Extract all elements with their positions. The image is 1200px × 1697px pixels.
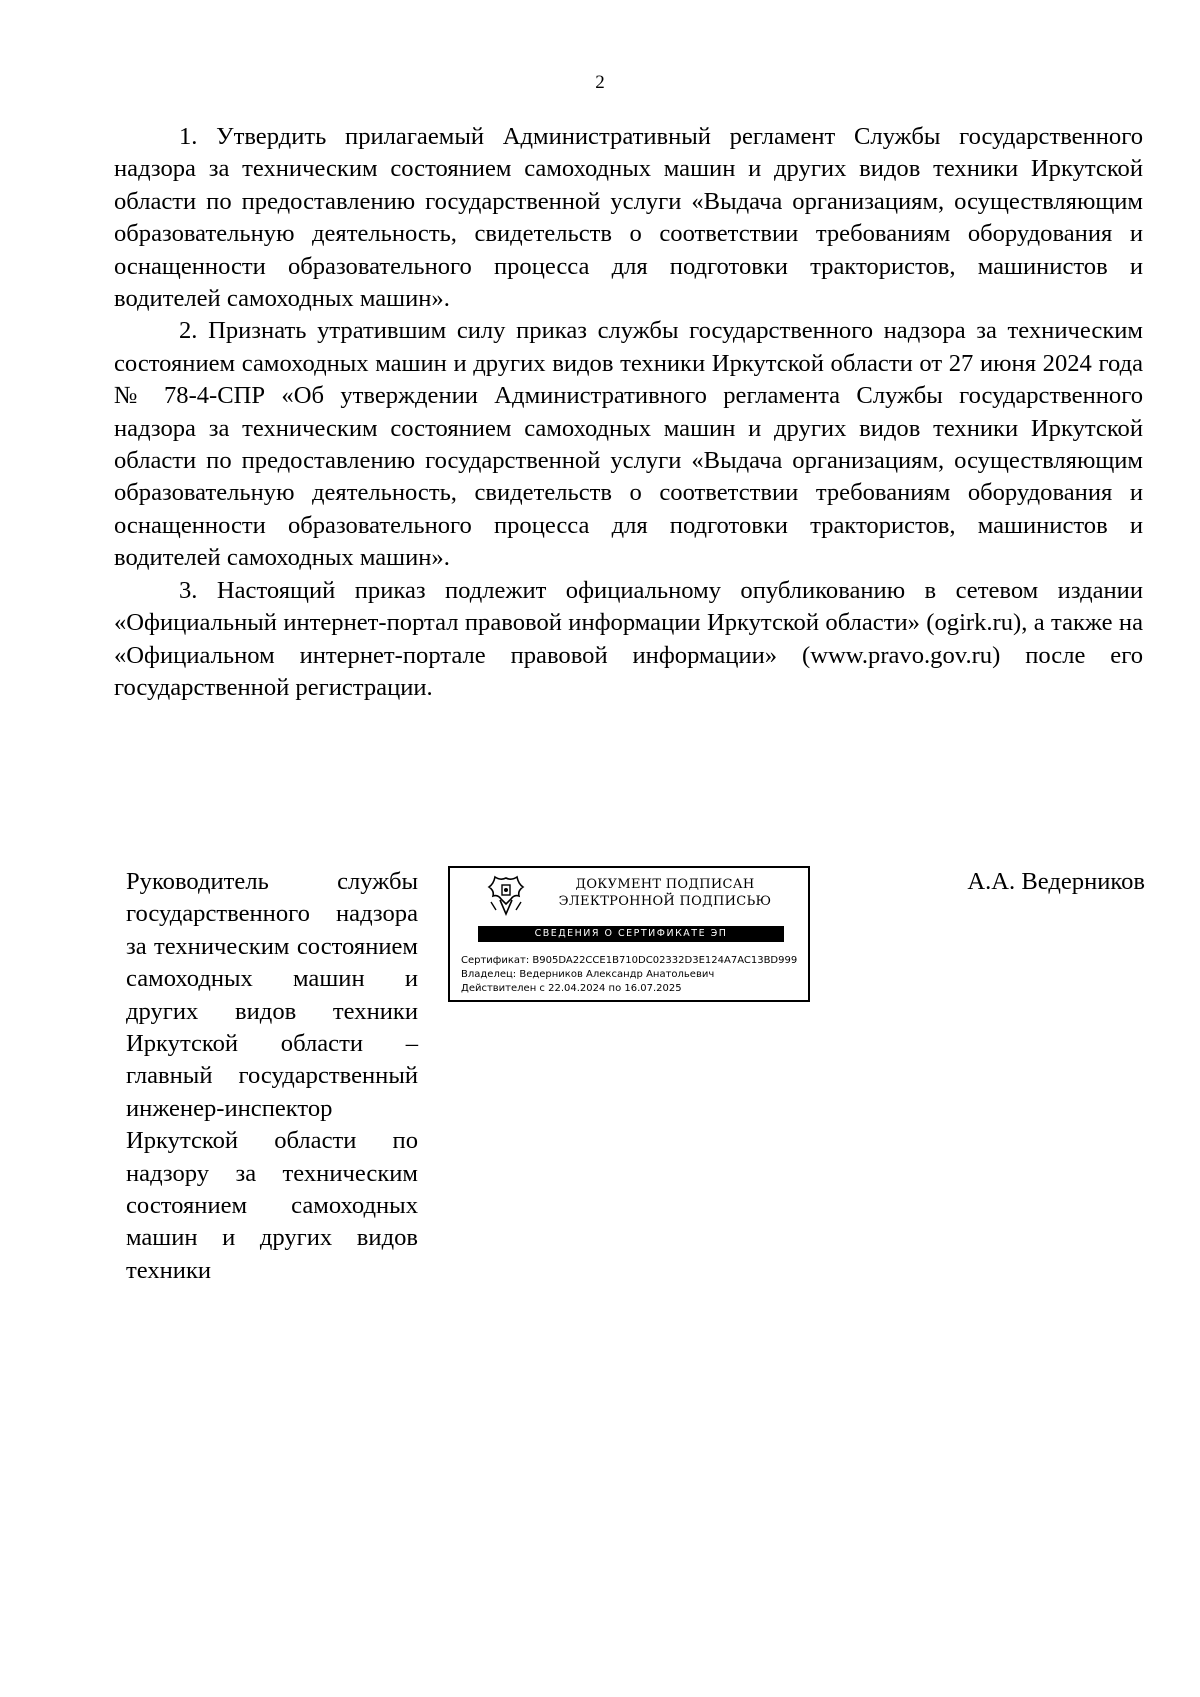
paragraph-2: 2. Признать утратившим силу приказ службы государственного надзора за техническим состоянием самоходных машин и других видов техники Иркутской области от 27 июня 2024 года № 78-4-СПР «Об утверждении Административного регламента Службы государственного надзора за техническим состоянием самоходных машин и других видов техники Иркутской области по предоставлению государственной услуги «Выдача организациям, осуществляющим образовательную деятельность, свидетельств о соответствии требованиям оборудования и оснащенности образовательного процесса для подготовки трактористов, машинистов и водителей самоходных машин». [114,317,1143,572]
stamp-certificate-band: СВЕДЕНИЯ О СЕРТИФИКАТЕ ЭП [478,926,784,942]
signatory-name: А.А. Ведерников [967,868,1145,895]
stamp-heading-line-2: ЭЛЕКТРОННОЙ ПОДПИСЬЮ [558,894,772,909]
stamp-heading-line-1: ДОКУМЕНТ ПОДПИСАН [575,877,755,892]
stamp-certificate: Сертификат: B905DA22CCE1B710DC02332D3E124A7AC13BD999 [461,955,798,966]
signatory-title: Руководитель службы государственного надзора за техническим состоянием самоходных машин и других видов техники Иркутской области – главный государственный инженер-инспектор Иркутской области по надзору за техническим состоянием самоходных машин и других видов техники [126,868,418,1284]
stamp-heading [540,876,790,910]
coat-of-arms-icon [486,874,526,918]
paragraph-3: 3. Настоящий приказ подлежит официальному опубликованию в сетевом издании «Официальный интернет-портал правовой информации Иркутской области» (ogirk.ru), а также на «Официальном интернет-портале правовой информации» (www.pravo.gov.ru) после его государственной регистрации. [114,576,1143,701]
stamp-owner: Владелец: Ведерников Александр Анатольевич [461,969,715,980]
page-number: 2 [595,72,605,93]
paragraph-1: 1. Утвердить прилагаемый Административный регламент Службы государственного надзора за техническим состоянием самоходных машин и других видов техники Иркутской области по предоставлению государственной услуги «Выдача организациям, осуществляющим образовательную деятельность, свидетельств о соответствии требованиям оборудования и оснащенности образовательного процесса для подготовки трактористов, машинистов и водителей самоходных машин». [114,123,1143,313]
document-body [114,121,1143,704]
stamp-validity: Действителен с 22.04.2024 по 16.07.2025 [461,983,682,994]
electronic-signature-stamp [448,866,810,1002]
